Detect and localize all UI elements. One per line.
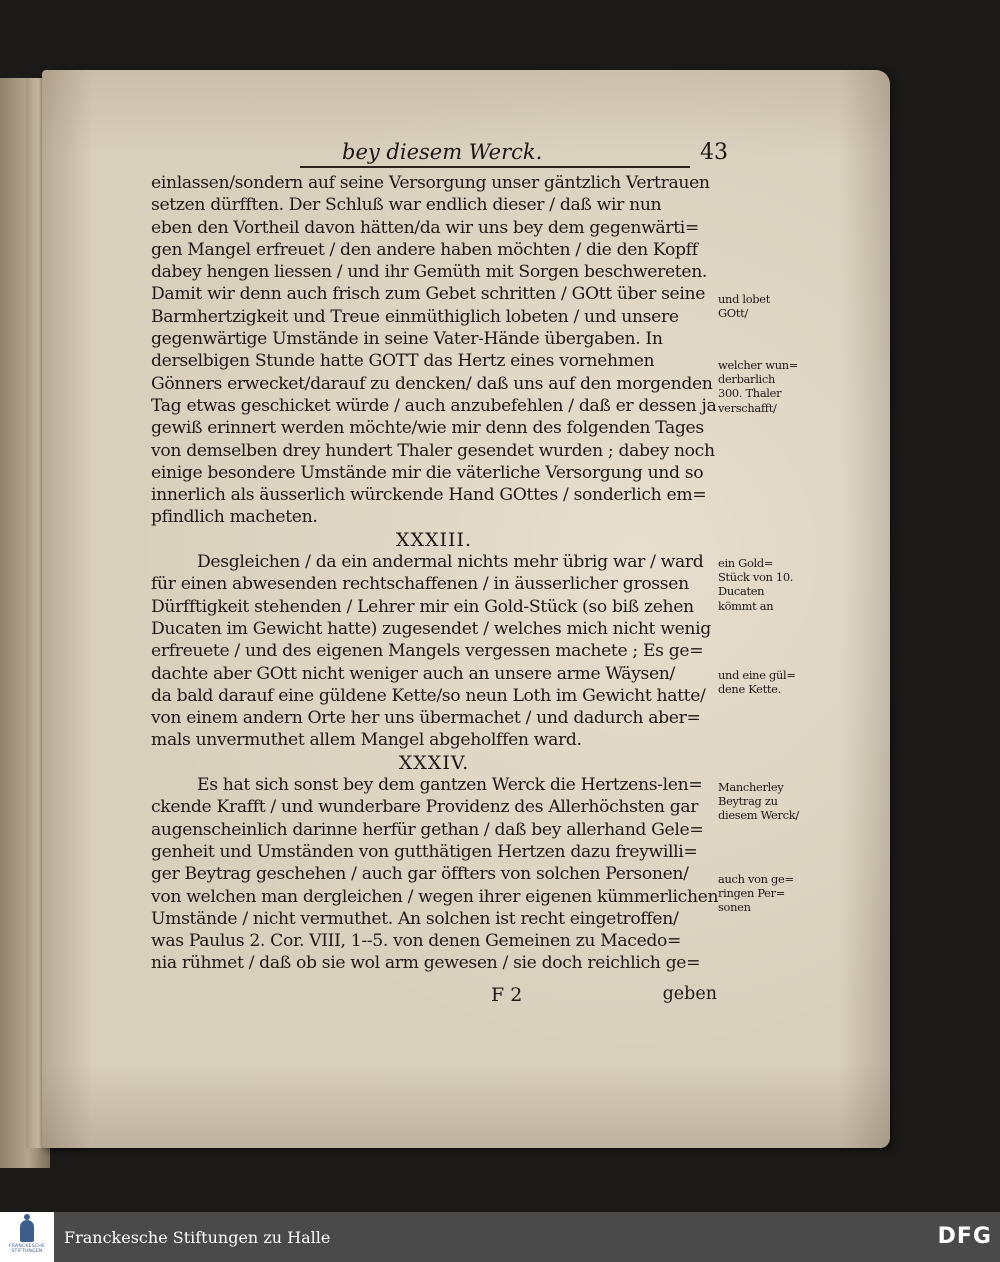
margin-note: [718, 358, 814, 415]
text-line: für einen abwesenden rechtschaffenen / in äusserlicher grossen: [151, 574, 689, 595]
text-line: gewiß erinnert werden möchte/wie mir denn des folgenden Tages: [151, 418, 704, 439]
text-line: von einem andern Orte her uns übermachet / und dadurch aber=: [151, 708, 701, 729]
text-line: Es hat sich sonst bey dem gantzen Werck die Hertzens-len=: [197, 775, 703, 796]
institution-name[interactable]: Franckesche Stiftungen zu Halle: [64, 1227, 331, 1247]
margin-note-line: sonen: [718, 900, 751, 915]
running-title: bey diesem Werck.: [342, 140, 543, 164]
text-line: dachte aber GOtt nicht weniger auch an unsere arme Wäysen/: [151, 663, 675, 684]
margin-note-line: dene Kette.: [718, 682, 781, 697]
margin-note-line: und eine gül=: [718, 668, 796, 682]
margin-note: [718, 780, 814, 823]
text-line: von welchen man dergleichen / wegen ihrer eigenen kümmerlichen: [151, 886, 719, 907]
text-line: Damit wir denn auch frisch zum Gebet schritten / GOtt über seine: [151, 284, 706, 305]
catchword: geben: [662, 984, 717, 1004]
page-number: 43: [700, 139, 728, 165]
margin-note-line: und lobet: [718, 292, 770, 306]
margin-note-line: ein Gold=: [718, 556, 774, 570]
text-line: Dürfftigkeit stehenden / Lehrer mir ein Gold-Stück (so biß zehen: [151, 596, 694, 617]
text-line: derselbigen Stunde hatte GOTT das Hertz eines vornehmen: [151, 351, 655, 372]
text-line: mals unvermuthet allem Mangel abgeholffen ward.: [151, 730, 582, 751]
margin-note-line: derbarlich: [718, 372, 776, 387]
margin-note-line: diesem Werck/: [718, 808, 799, 823]
logo-text-line: FRANCKESCHE: [8, 1244, 46, 1249]
text-line: nia rühmet / daß ob sie wol arm gewesen / sie doch reichlich ge=: [151, 953, 701, 974]
signature-mark: F 2: [491, 984, 523, 1006]
logo-text: [9, 1244, 45, 1254]
page-header: [300, 136, 728, 168]
text-line: Gönners erwecket/darauf zu dencken/ daß uns auf den morgenden: [151, 373, 713, 394]
text-line: genheit und Umständen von gutthätigen Hertzen dazu freywilli=: [151, 841, 698, 862]
margin-note: [718, 292, 814, 320]
text-line: erfreuete / und des eigenen Mangels vergessen machete ; Es ge=: [151, 641, 704, 662]
margin-note-line: verschafft/: [718, 400, 777, 415]
margin-note-line: Ducaten: [718, 584, 765, 599]
text-line: da bald darauf eine güldene Kette/so neun Loth im Gewicht hatte/: [151, 685, 706, 706]
margin-note: [718, 872, 814, 915]
text-line: Umstände / nicht vermuthet. An solchen ist recht eingetroffen/: [151, 908, 679, 929]
text-line: pfindlich macheten.: [151, 507, 318, 528]
text-line: was Paulus 2. Cor. VIII, 1--5. von denen Gemeinen zu Macedo=: [151, 931, 682, 952]
text-line: dabey hengen liessen / und ihr Gemüth mit Sorgen beschwereten.: [151, 262, 708, 283]
text-line: Barmhertzigkeit und Treue einmüthiglich lobeten / und unsere: [151, 306, 679, 327]
text-line: gegenwärtige Umstände in seine Vater-Hände übergaben. In: [151, 329, 663, 350]
text-line: augenscheinlich darinne herfür gethan / daß bey allerhand Gele=: [151, 819, 704, 840]
margin-note-line: Stück von 10.: [718, 570, 794, 585]
section-heading-xxxiv: XXXIV.: [398, 751, 470, 774]
section-heading-xxxiii: XXXIII.: [395, 528, 473, 551]
orphan-emblem-icon: [20, 1220, 34, 1242]
viewer-footer: [0, 1212, 1000, 1262]
text-line: setzen dürfften. Der Schluß war endlich dieser / daß wir nun: [151, 195, 662, 216]
text-line: von demselben drey hundert Thaler gesendet wurden ; dabey noch: [151, 440, 715, 461]
institution-logo[interactable]: [0, 1212, 54, 1262]
body-text: [151, 172, 717, 975]
margin-note: [718, 556, 814, 613]
margin-note-line: kömmt an: [718, 598, 774, 613]
text-line: ckende Krafft / und wunderbare Providenz des Allerhöchsten gar: [151, 797, 699, 818]
text-line: einige besondere Umstände mir die väterliche Versorgung und so: [151, 462, 704, 483]
margin-note-line: 300. Thaler: [718, 386, 782, 401]
margin-note-line: Beytrag zu: [718, 794, 778, 809]
text-line: Tag etwas geschicket würde / auch anzubefehlen / daß er dessen ja: [151, 395, 717, 416]
text-line: ger Beytrag geschehen / auch gar öffters von solchen Personen/: [151, 864, 689, 885]
margin-note-line: auch von ge=: [718, 872, 794, 886]
margin-note-line: GOtt/: [718, 306, 748, 321]
page-footer-marks: [151, 984, 717, 1010]
margin-note: [718, 668, 814, 696]
header-rule: [300, 166, 690, 168]
text-line: innerlich als äusserlich würckende Hand GOttes / sonderlich em=: [151, 485, 707, 506]
text-line: Desgleichen / da ein andermal nichts mehr übrig war / ward: [197, 552, 704, 573]
text-line: Ducaten im Gewicht hatte) zugesendet / welches mich nicht wenig: [151, 618, 711, 639]
dfg-logo[interactable]: DFG: [937, 1224, 992, 1249]
text-line: eben den Vortheil davon hätten/da wir uns bey dem gegenwärti=: [151, 217, 699, 238]
logo-text-line: STIFTUNGEN: [11, 1249, 43, 1254]
text-line: einlassen/sondern auf seine Versorgung unser gäntzlich Vertrauen: [151, 173, 710, 193]
margin-note-line: Mancherley: [718, 780, 784, 794]
text-line: gen Mangel erfreuet / den andere haben möchten / die den Kopff: [151, 239, 698, 260]
margin-note-line: ringen Per=: [718, 886, 785, 901]
margin-note-line: welcher wun=: [718, 358, 799, 372]
